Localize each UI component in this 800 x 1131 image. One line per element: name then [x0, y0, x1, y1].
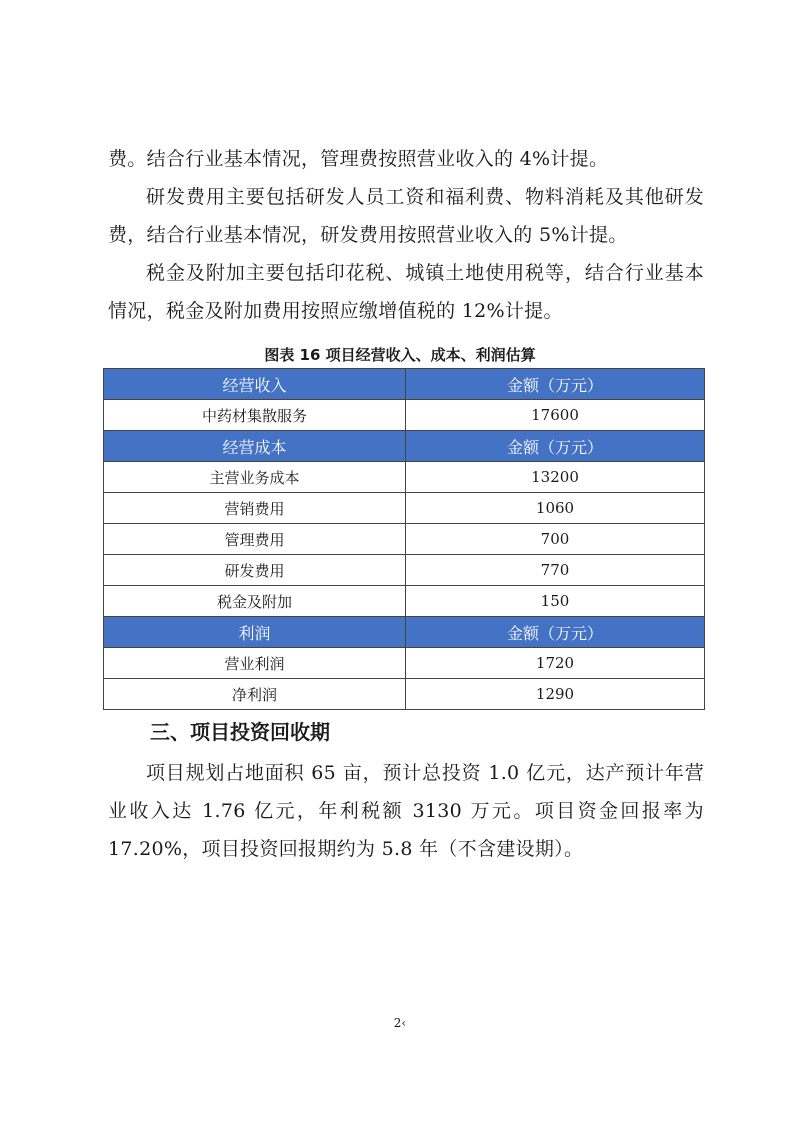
table-cell-item: 净利润 [104, 679, 406, 710]
table-row [104, 462, 705, 493]
table-row [104, 648, 705, 679]
table-cell-item: 主营业务成本 [104, 462, 406, 493]
section-heading: 三、项目投资回收期 [150, 720, 330, 744]
header-cell-amount: 金额（万元） [406, 431, 705, 462]
table-cell-item: 营业利润 [104, 648, 406, 679]
table-cell-amount: 13200 [406, 462, 705, 493]
header-cell-item: 利润 [104, 617, 406, 648]
table-cell-item: 中药材集散服务 [104, 400, 406, 431]
table-cell-item: 研发费用 [104, 555, 406, 586]
table-cell-item: 管理费用 [104, 524, 406, 555]
header-cell-amount: 金额（万元） [406, 617, 705, 648]
table-cell-amount: 1290 [406, 679, 705, 710]
table-cell-item: 税金及附加 [104, 586, 406, 617]
header-cell-item: 经营收入 [104, 369, 406, 400]
table-cell-amount: 1720 [406, 648, 705, 679]
table-cell-item: 营销费用 [104, 493, 406, 524]
table-row [104, 524, 705, 555]
table-caption: 图表 16 项目经营收入、成本、利润估算 [264, 346, 536, 364]
table-row [104, 493, 705, 524]
page-number: 2‹ [393, 1016, 407, 1030]
table-header-row-profit [104, 617, 705, 648]
header-cell-item: 经营成本 [104, 431, 406, 462]
header-cell-amount: 金额（万元） [406, 369, 705, 400]
table-cell-amount: 150 [406, 586, 705, 617]
revenue-cost-profit-table [103, 368, 705, 710]
table-row [104, 679, 705, 710]
paragraph-management-fee: 费。结合行业基本情况，管理费按照营业收入的 4%计提。 [108, 148, 609, 170]
table-cell-amount: 700 [406, 524, 705, 555]
paragraph-payback: 项目规划占地面积 65 亩，预计总投资 1.0 亿元，达产预计年营业收入达 1.76 亿元，年利税额 3130 万元。项目资金回报率为 17.20%，项目投资回报期约为 5.8 年（不含建设期）。 [108, 762, 704, 860]
table-row [104, 555, 705, 586]
table-row [104, 400, 705, 431]
paragraph-rd-fee: 研发费用主要包括研发人员工资和福利费、物料消耗及其他研发费，结合行业基本情况，研发费用按照营业收入的 5%计提。 [108, 186, 704, 246]
table-cell-amount: 770 [406, 555, 705, 586]
table-row [104, 586, 705, 617]
table-cell-amount: 1060 [406, 493, 705, 524]
table-header-row-revenue [104, 369, 705, 400]
paragraph-tax-surcharge: 税金及附加主要包括印花税、城镇土地使用税等，结合行业基本情况，税金及附加费用按照应缴增值税的 12%计提。 [108, 262, 704, 322]
table-cell-amount: 17600 [406, 400, 705, 431]
table-header-row-cost [104, 431, 705, 462]
